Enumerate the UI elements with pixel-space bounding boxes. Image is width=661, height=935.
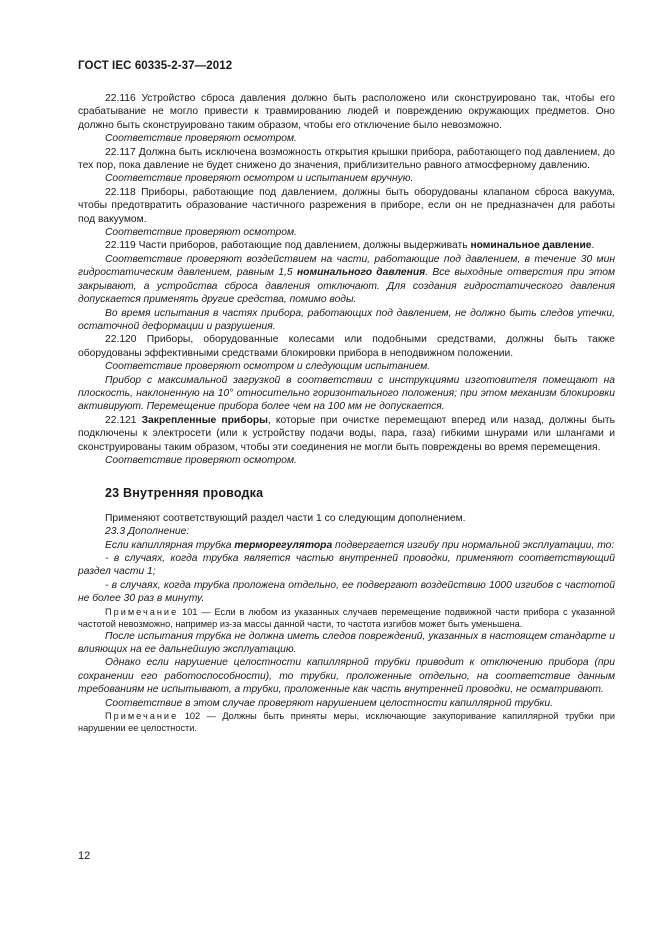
page-number: 12 (78, 850, 91, 862)
clause-text: , которые при очистке перемещают вперед или назад, должны быть подключены к электросети (или к устройству подачи воды, пара, газа) гибкими шнурами или шлангами и сконструированы таким образом, чтобы эти соединения не могли быть повреждены во время перемещения. (78, 414, 615, 453)
document-body (78, 92, 615, 734)
note-label: Примечание (105, 606, 179, 617)
clause-22-120: 22.120 Приборы, оборудованные колесами или подобными средствами, должны быть также оборудованы эффективными средствами блокировки прибора в неподвижном положении. (78, 334, 615, 359)
compliance-text: Соответствие проверяют осмотром и следующим испытанием. (105, 361, 431, 373)
addition-text: Однако если нарушение целостности капиллярной трубки приводит к отключению прибора (при сохранении его работоспособности), то трубки, проложенные отдельно, на соответствие данным требованиям не испытывают, а трубки, проложенные как часть внутренней проводки, не осматривают. (78, 657, 615, 696)
note-label: Примечание (105, 711, 179, 722)
clause-text: . (591, 240, 595, 252)
compliance-text: Соответствие проверяют осмотром. (105, 133, 297, 145)
list-item: - в случаях, когда трубка является частью внутренней проводки, применяют соответствующий раздел части 1; (78, 553, 615, 578)
clause-22-119 (78, 239, 615, 252)
test-description: Прибор с максимальной загрузкой в соответствии с инструкциями изготовителя помещают на плоскость, наклоненную на 10° относительно горизонтального положения; при этом механизм блокировки активируют. Перемещение прибора более чем на 100 мм не допускается. (78, 374, 615, 413)
section-intro: Применяют соответствующий раздел части 1 со следующим дополнением. (105, 512, 466, 524)
note-text: 102 — Должны быть приняты меры, исключающие закупоривание капиллярной трубки при нарушении ее целостности. (78, 711, 615, 734)
section-heading: 23 Внутренняя проводка (105, 486, 264, 501)
defined-term: Закрепленные приборы (141, 414, 268, 426)
clause-22-121 (78, 414, 615, 454)
document-header: ГОСТ IEC 60335-2-37—2012 (78, 60, 233, 72)
clause-22-116: 22.116 Устройство сброса давления должно быть расположено или сконструировано так, чтобы его срабатывание не могло привести к травмированию людей и повреждению окружающих предметов. Оно должно быть сконструировано таким образом, чтобы его отключение было невозможно. (78, 93, 615, 131)
compliance-text: Соответствие проверяют осмотром. (105, 454, 297, 466)
compliance-text: Соответствие проверяют осмотром. (105, 227, 297, 239)
addition-text (78, 539, 615, 552)
addition-text-part: Если капиллярная трубка (105, 539, 235, 551)
note-101 (78, 606, 615, 630)
list-item: - в случаях, когда трубка проложена отдельно, ее подвергают воздействию 1000 изгибов с частотой не более 30 раз в минуту. (78, 579, 615, 605)
clause-23-3: 23.3 Дополнение: (105, 526, 190, 538)
addition-text-part: подвергается изгибу при нормальной эксплуатации, то: (332, 539, 615, 551)
compliance-text: Соответствие в этом случае проверяют нарушением целостности капиллярной трубки. (105, 697, 553, 709)
test-result-text: Во время испытания в частях прибора, работающих под давлением, не должно быть следов утечки, остаточной деформации и разрушения. (78, 307, 615, 332)
addition-text: После испытания трубка не должна иметь следов повреждений, указанных в настоящем стандарте и влияющих на ее дальнейшую эксплуатацию. (78, 630, 615, 656)
compliance-test-paragraph (78, 253, 615, 307)
defined-term: номинальное давление (470, 240, 592, 252)
defined-term: терморегулятора (234, 539, 333, 551)
defined-term: номинального давления (296, 267, 426, 279)
clause-22-118: 22.118 Приборы, работающие под давлением, должны быть оборудованы клапаном сброса вакуума, чтобы предотвратить образование частичного разрежения в приборе, если он не предназначен для работы под вакуумом. (78, 186, 615, 225)
clause-22-117: 22.117 Должна быть исключена возможность открытия крышки прибора, работающего под давлением, до тех пор, пока давление не будет снижено до значения, приблизительно равного атмосферному давлению. (78, 146, 615, 172)
note-text: 101 — Если в любом из указанных случаев перемещение подвижной части прибора с указанной частотой невозможно, например из-за массы данной части, то частота изгибов может быть уменьшена. (78, 606, 615, 629)
test-text: Соответствие проверяют воздействием на части, работающие под давлением, в течение 30 мин гидростатическим давлением, равным 1,5 (78, 253, 615, 279)
note-102 (78, 710, 615, 734)
test-text: . Все выходные отверстия при этом закрывают, а устройства сброса давления отключают. Для создания гидростатического давления допускается применять другие средства, помимо воды. (78, 267, 616, 306)
compliance-text: Соответствие проверяют осмотром и испытанием вручную. (105, 173, 414, 185)
clause-text: 22.119 Части приборов, работающие под давлением, должны выдерживать (105, 240, 471, 252)
clause-text: 22.121 (105, 414, 142, 426)
